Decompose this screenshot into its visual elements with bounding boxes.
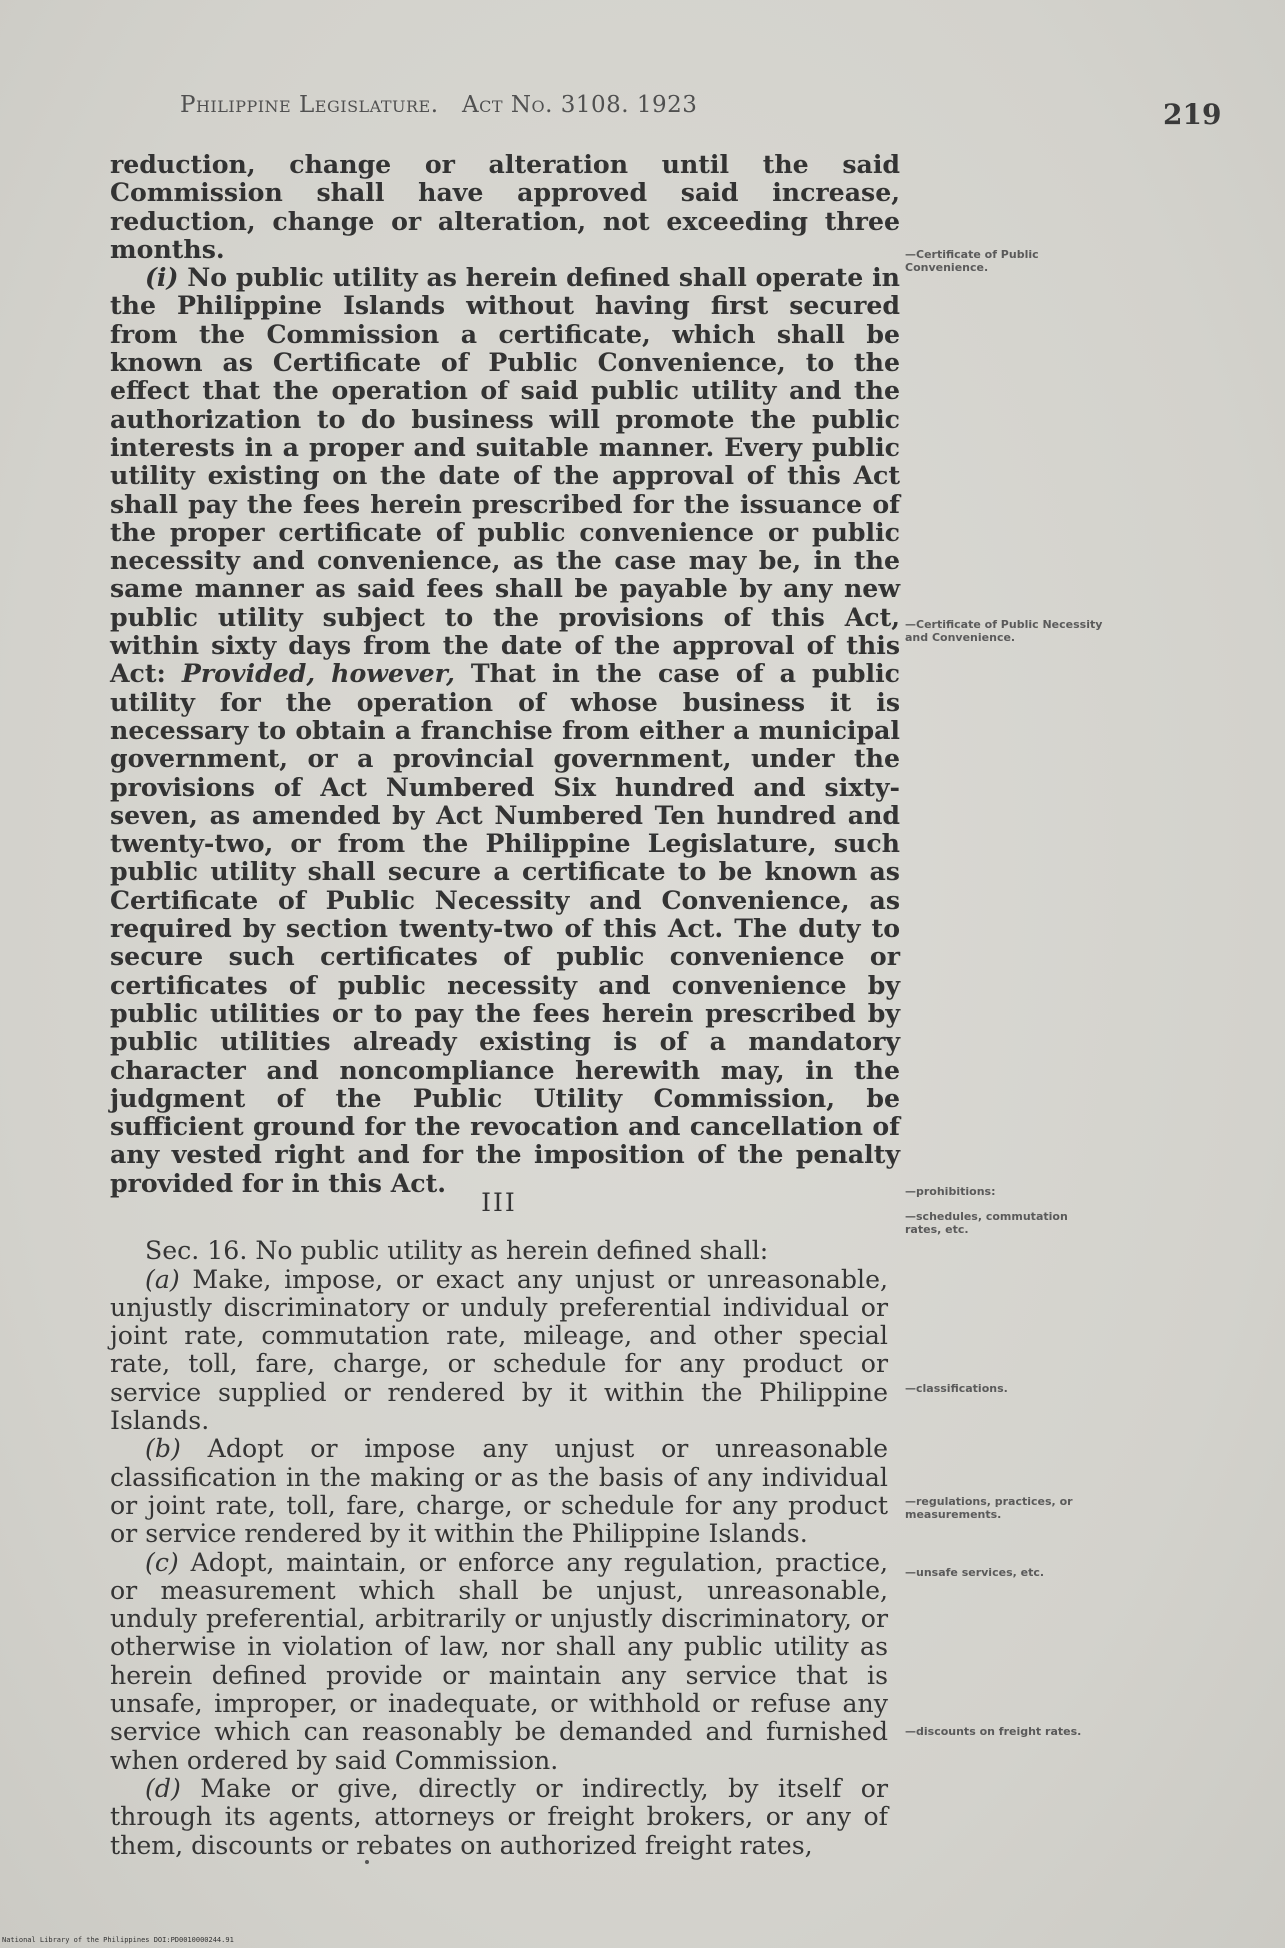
clause-text: Make or give, directly or indirectly, by itself or through its agents, attorneys or freight brokers, or any of them, discounts or rebates on authorized freight rates, bbox=[110, 1773, 888, 1860]
clause-text: Adopt, maintain, or enforce any regulation, practice, or measurement which shall be unjust, unreasonable, unduly preferential, arbitrarily or unjustly discriminatory, or otherwise in violation of law, nor shall any public utility as herein defined provide or maintain any service that is unsafe, improper, or inadequate, or withhold or refuse any service which can reasonably be demanded and furnished when ordered by said Commission. bbox=[110, 1547, 889, 1775]
margin-note-classifications: —classifications. bbox=[905, 1382, 1008, 1395]
running-title: Philippine Legislature. bbox=[180, 92, 439, 118]
clause-label: (c) bbox=[145, 1547, 179, 1577]
margin-note-prohibitions: —prohibitions: bbox=[905, 1185, 996, 1198]
page-number: 219 bbox=[1163, 98, 1222, 131]
clause-b bbox=[110, 1435, 888, 1548]
clause-c bbox=[110, 1549, 888, 1775]
clause-label: (b) bbox=[145, 1434, 181, 1464]
act-number: Act No. 3108. 1923 bbox=[462, 92, 698, 118]
margin-note-schedules: —schedules, commutation rates, etc. bbox=[905, 1210, 1068, 1236]
margin-note-regulations: —regulations, practices, or measurements. bbox=[905, 1495, 1073, 1521]
paragraph-label: (i) bbox=[145, 262, 179, 293]
clause-text: Make, impose, or exact any unjust or unreasonable, unjustly discriminatory or unduly preferential individual or joint rate, commutation rate, mileage, and other special rate, toll, fare, charge, or schedule for any product or service supplied or rendered by it within the Philippine Islands. bbox=[110, 1264, 888, 1436]
clause-text: Adopt or impose any unjust or unreasonable classification in the making or as the basis of any individual or joint rate, toll, fare, charge, or schedule for any product or service rendered by it within the Philippine Islands. bbox=[110, 1434, 888, 1549]
margin-note-certificate-necessity: —Certificate of Public Necessity and Convenience. bbox=[905, 618, 1103, 644]
margin-note-unsafe-services: —unsafe services, etc. bbox=[905, 1566, 1045, 1579]
section-heading: III bbox=[481, 1188, 517, 1217]
margin-note-discounts: —discounts on freight rates. bbox=[905, 1725, 1082, 1738]
clause-label: (a) bbox=[145, 1264, 180, 1294]
proviso: Provided, however, bbox=[181, 658, 455, 689]
clause-label: (d) bbox=[145, 1773, 181, 1803]
paragraph-continuation: reduction, change or alteration until the said Commission shall have approved said increase, reduction, change or alteration, not exceeding three months. bbox=[110, 149, 900, 264]
clause-a bbox=[110, 1266, 888, 1436]
paragraph-text-cont: That in the case of a public utility for the operation of whose business it is necessary to obtain a franchise from either a municipal government, or a provincial government, under the provisions of Act Numbered Six hundred and sixty-seven, as amended by Act Numbered Ten hundred and twenty-two, or from the Philippine Legislature, such public utility shall secure a certificate to be known as Certificate of Public Necessity and Convenience, as required by section twenty-two of this Act. The duty to secure such certificates of public convenience or certificates of public necessity and convenience by public utilities or to pay the fees herein prescribed by public utilities already existing is of a mandatory character and noncompliance herewith may, in the judgment of the Public Utility Commission, be sufficient ground for the revocation and cancellation of any vested right and for the imposition of the penalty provided for in this Act. bbox=[110, 658, 900, 1198]
running-header bbox=[180, 92, 845, 118]
clause-d bbox=[110, 1775, 888, 1860]
paragraph-text: No public utility as herein defined shall operate in the Philippine Islands without having first secured from the Commission a certificate, which shall be known as Certificate of Public Convenience, to the effect that the operation of said public utility and the authorization to do business will promote the public interests in a proper and suitable manner. Every public utility existing on the date of the approval of this Act shall pay the fees herein prescribed for the issuance of the proper certificate of public convenience or public necessity and convenience, as the case may be, in the same manner as said fees shall be payable by any new public utility subject to the provisions of this Act, within sixty days from the date of the approval of this Act: bbox=[110, 262, 900, 689]
scan-footer: National Library of the Philippines DOI:PD0010000244.91 bbox=[2, 1936, 234, 1944]
paragraph-i bbox=[110, 263, 900, 1197]
main-text-upper bbox=[110, 150, 900, 1197]
page-mark bbox=[365, 1860, 369, 1864]
main-text-lower bbox=[110, 1171, 888, 1860]
margin-note-certificate-public-convenience: —Certificate of Public Convenience. bbox=[905, 248, 1039, 274]
section-16-intro: Sec. 16. No public utility as herein defined shall: bbox=[145, 1236, 769, 1266]
